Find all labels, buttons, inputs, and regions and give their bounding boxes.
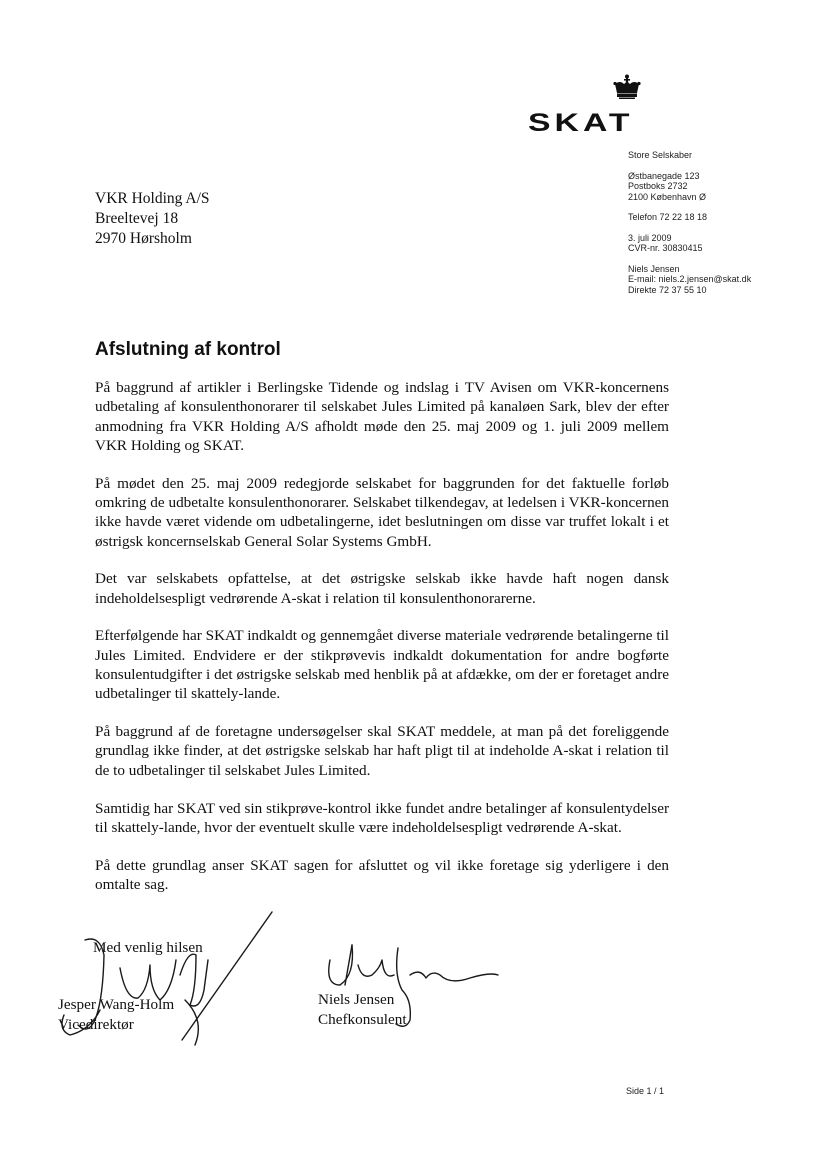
page-number: Side 1 / 1 [626, 1086, 665, 1096]
recipient-street: Breeltevej 18 [95, 210, 179, 227]
signatory-name: Jesper Wang-Holm [58, 996, 175, 1013]
signature-stroke [182, 912, 272, 1040]
paragraph: Det var selskabets opfattelse, at det østrigske selskab ikke havde haft nogen dansk indeholdelsespligt vedrørende A-skat i relation til konsulenthonorarerne. [95, 570, 669, 607]
sender-street: Østbanegade 123 [628, 170, 700, 181]
skat-logo: SKAT [528, 109, 634, 137]
paragraph: Samtidig har SKAT ved sin stikprøve-kontrol ikke fundet andre betalinger af konsulentydelser til skattely-lande, hvor der eventuelt skulle være indeholdelsespligt vedrørende A-skat. [95, 799, 669, 836]
recipient-city: 2970 Hørsholm [95, 230, 192, 247]
closing-greeting: Med venlig hilsen [93, 939, 203, 956]
paragraph: På baggrund af artikler i Berlingske Tidende og indslag i TV Avisen om VKR-koncernens udbetaling af konsulenthonorarer til selskabet Jules Limited på kanaløen Sark, blev der efter anmodning fra VKR Holding A/S afholdt møde den 25. maj 2009 og 1. juli 2009 mellem VKR Holding og SKAT. [95, 379, 669, 454]
sender-cvr: CVR-nr. 30830415 [628, 243, 703, 253]
contact-direct: Direkte 72 37 55 10 [628, 284, 707, 295]
letter-date: 3. juli 2009 [628, 232, 672, 243]
signature-stroke [358, 960, 394, 976]
sender-department: Store Selskaber [628, 150, 693, 160]
paragraph: Efterfølgende har SKAT indkaldt og gennemgået diverse materiale vedrørende betalingerne til Jules Limited. Endvidere er der stikprøvevis indkaldt dokumentation for andre bogførte konsulentudgifter i det østrigske selskab med henblik på at afdække, om der er foretaget andre udbetalinger til skattely-lande. [95, 627, 669, 703]
letter-title: Afslutning af kontrol [95, 339, 281, 360]
signatory-left [58, 995, 174, 1035]
signatory-role: Vicedirektør [58, 1016, 134, 1033]
recipient-name: VKR Holding A/S [95, 190, 210, 207]
signatory-name: Niels Jensen [318, 991, 395, 1008]
signature-stroke [329, 945, 353, 985]
signature-stroke [185, 1000, 198, 1045]
signature-stroke [180, 954, 208, 1006]
signature-stroke [120, 960, 176, 1000]
recipient-address [95, 189, 210, 249]
sender-pobox: Postboks 2732 [628, 181, 688, 191]
signature-stroke [345, 945, 352, 985]
sender-info [628, 150, 818, 295]
signatory-role: Chefkonsulent [318, 1011, 407, 1028]
paragraph: På baggrund af de foretagne undersøgelser skal SKAT meddele, at man på det foreliggende grundlag ikke finder, at det østrigske selskab har haft pligt til at indeholde A-skat i relation til de to udbetalinger til selskabet Jules Limited. [95, 723, 669, 779]
contact-name: Niels Jensen [628, 263, 680, 274]
signatory-right [318, 990, 407, 1030]
contact-email: E-mail: niels.2.jensen@skat.dk [628, 274, 752, 284]
signature-stroke [410, 972, 498, 981]
paragraph: På dette grundlag anser SKAT sagen for afsluttet og vil ikke foretage sig yderligere i den omtalte sag. [95, 856, 669, 893]
sender-city: 2100 København Ø [628, 191, 707, 202]
sender-phone: Telefon 72 22 18 18 [628, 212, 708, 222]
paragraph: På mødet den 25. maj 2009 redegjorde selskabet for baggrunden for det faktuelle forløb omkring de udbetalte konsulenthonorarer. Selskabet tilkendegav, at ledelsen i VKR-koncernen ikke havde været vidende om udbetalingerne, idet beslutningen om disse var truffet lokalt i et østrigsk koncernselskab General Solar Systems GmbH. [95, 474, 669, 550]
crown-icon [612, 74, 642, 100]
letter-body [95, 378, 669, 913]
